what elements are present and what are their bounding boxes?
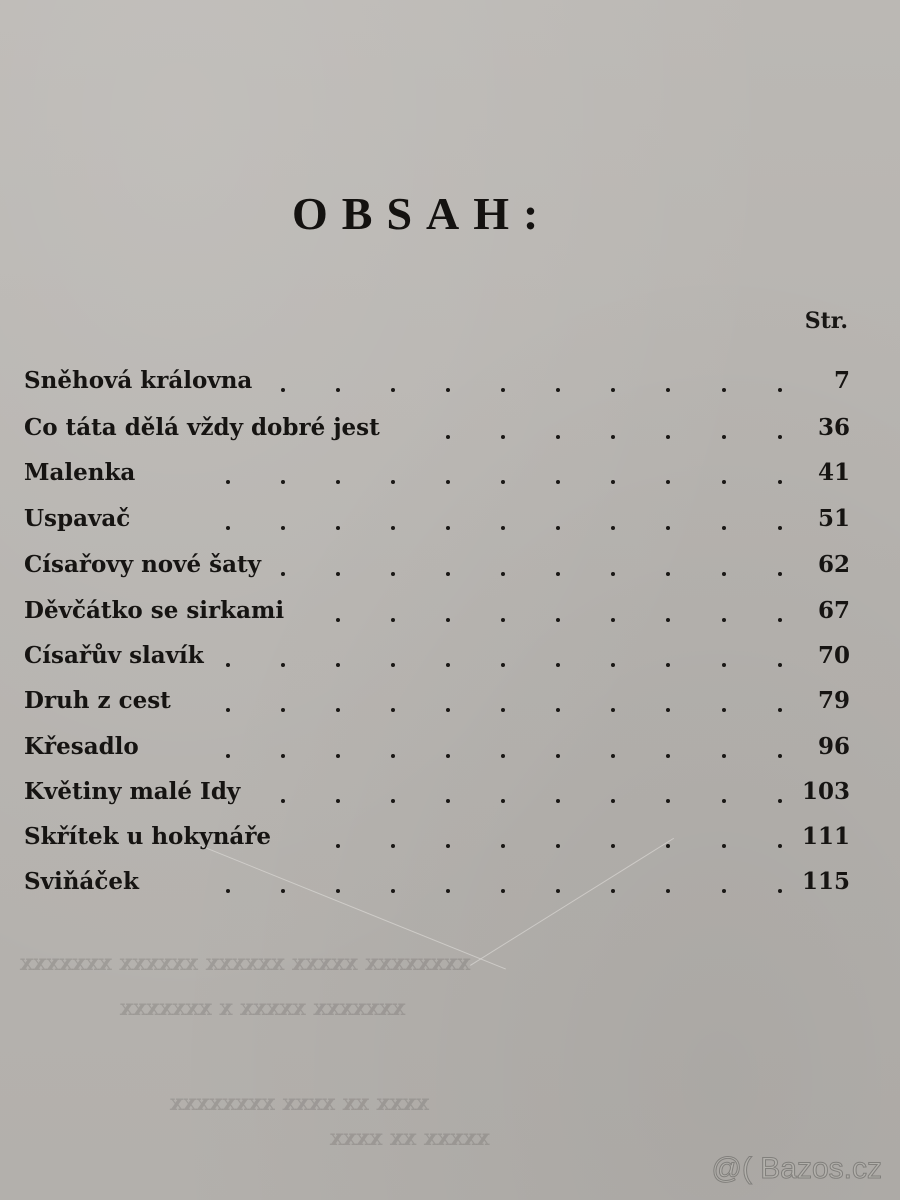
dot-leader bbox=[336, 663, 340, 667]
dot-leader bbox=[556, 889, 560, 893]
dot-leader bbox=[611, 572, 615, 576]
dot-leader bbox=[722, 708, 726, 712]
entry-page-number: 70 bbox=[817, 642, 850, 669]
dot-leader bbox=[611, 663, 615, 667]
entry-title: Císařovy nové šaty bbox=[24, 551, 261, 578]
dot-leader bbox=[666, 388, 670, 392]
dot-leader bbox=[336, 799, 340, 803]
dot-leader bbox=[501, 799, 505, 803]
dot-leader bbox=[336, 754, 340, 758]
dot-leader bbox=[446, 618, 450, 622]
dot-leader bbox=[611, 618, 615, 622]
dot-leader bbox=[336, 388, 340, 392]
dot-leader bbox=[446, 844, 450, 848]
dot-leader bbox=[391, 889, 395, 893]
dot-leader bbox=[501, 754, 505, 758]
dot-leader bbox=[501, 526, 505, 530]
dot-leader bbox=[556, 618, 560, 622]
dot-leader bbox=[778, 799, 782, 803]
dot-leader bbox=[778, 526, 782, 530]
dot-leader bbox=[501, 388, 505, 392]
dot-leader bbox=[611, 708, 615, 712]
dot-leader bbox=[778, 663, 782, 667]
dot-leader bbox=[778, 435, 782, 439]
dot-leader bbox=[778, 480, 782, 484]
dot-leader bbox=[666, 526, 670, 530]
entry-page-number: 111 bbox=[801, 823, 850, 850]
dot-leader bbox=[556, 663, 560, 667]
dot-leader bbox=[446, 480, 450, 484]
dot-leader bbox=[446, 708, 450, 712]
dot-leader bbox=[391, 572, 395, 576]
entry-page-number: 79 bbox=[817, 687, 850, 714]
dot-leader bbox=[611, 889, 615, 893]
bleed-through-text: xxxxx xx xxxx bbox=[330, 1125, 490, 1151]
dot-leader bbox=[778, 708, 782, 712]
dot-leader bbox=[611, 526, 615, 530]
entry-title: Malenka bbox=[24, 459, 136, 486]
dot-leader bbox=[556, 526, 560, 530]
entry-page-number: 51 bbox=[817, 505, 850, 532]
dot-leader bbox=[391, 618, 395, 622]
toc-entry bbox=[24, 458, 850, 488]
dot-leader bbox=[611, 754, 615, 758]
entry-page-number: 36 bbox=[817, 414, 850, 441]
entry-title: Co táta dělá vždy dobré jest bbox=[24, 414, 380, 441]
entry-page-number: 103 bbox=[801, 778, 850, 805]
dot-leader bbox=[391, 708, 395, 712]
dot-leader bbox=[336, 708, 340, 712]
dot-leader bbox=[666, 618, 670, 622]
toc-entry bbox=[24, 777, 850, 807]
dot-leader bbox=[611, 435, 615, 439]
dot-leader bbox=[501, 435, 505, 439]
toc-entry bbox=[24, 822, 850, 852]
dot-leader bbox=[226, 480, 230, 484]
dot-leader bbox=[281, 754, 285, 758]
entry-page-number: 62 bbox=[817, 551, 850, 578]
toc-entry bbox=[24, 366, 850, 396]
dot-leader bbox=[281, 526, 285, 530]
dot-leader bbox=[722, 844, 726, 848]
toc-entry bbox=[24, 596, 850, 626]
dot-leader bbox=[666, 889, 670, 893]
entry-title: Skřítek u hokynáře bbox=[24, 823, 272, 850]
dot-leader bbox=[778, 754, 782, 758]
dot-leader bbox=[778, 572, 782, 576]
dot-leader bbox=[722, 435, 726, 439]
dot-leader bbox=[778, 388, 782, 392]
dot-leader bbox=[501, 572, 505, 576]
dot-leader bbox=[501, 663, 505, 667]
dot-leader bbox=[391, 480, 395, 484]
dot-leader bbox=[722, 889, 726, 893]
dot-leader bbox=[611, 388, 615, 392]
dot-leader bbox=[611, 844, 615, 848]
dot-leader bbox=[778, 844, 782, 848]
dot-leader bbox=[778, 618, 782, 622]
dot-leader bbox=[226, 526, 230, 530]
dot-leader bbox=[722, 618, 726, 622]
dot-leader bbox=[281, 572, 285, 576]
dot-leader bbox=[666, 435, 670, 439]
dot-leader bbox=[666, 572, 670, 576]
dot-leader bbox=[226, 663, 230, 667]
dot-leader bbox=[336, 480, 340, 484]
dot-leader bbox=[611, 480, 615, 484]
dot-leader bbox=[501, 889, 505, 893]
dot-leader bbox=[666, 480, 670, 484]
dot-leader bbox=[391, 754, 395, 758]
dot-leader bbox=[281, 889, 285, 893]
dot-leader bbox=[501, 844, 505, 848]
dot-leader bbox=[446, 754, 450, 758]
dot-leader bbox=[446, 572, 450, 576]
entry-page-number: 96 bbox=[817, 733, 850, 760]
toc-entry bbox=[24, 867, 850, 897]
dot-leader bbox=[336, 572, 340, 576]
entry-title: Děvčátko se sirkami bbox=[24, 597, 285, 624]
entry-title: Císařův slavík bbox=[24, 642, 204, 669]
dot-leader bbox=[226, 708, 230, 712]
bleed-through-text: xxxxxxxx xxxxx xxxxxx xxxxxx xxxxxxx bbox=[20, 950, 471, 976]
entry-title: Křesadlo bbox=[24, 733, 139, 760]
dot-leader bbox=[722, 526, 726, 530]
dot-leader bbox=[722, 663, 726, 667]
toc-entry bbox=[24, 413, 850, 443]
bazos-watermark: @( Bazos.cz bbox=[711, 1152, 882, 1185]
dot-leader bbox=[611, 799, 615, 803]
entry-title: Květiny malé Idy bbox=[24, 778, 241, 805]
dot-leader bbox=[666, 708, 670, 712]
dot-leader bbox=[391, 526, 395, 530]
dot-leader bbox=[391, 663, 395, 667]
entry-title: Uspavač bbox=[24, 505, 131, 532]
entry-page-number: 7 bbox=[833, 367, 850, 394]
toc-entry bbox=[24, 550, 850, 580]
dot-leader bbox=[446, 526, 450, 530]
bleed-through-text: xxxx xx xxxx xxxxxxxx bbox=[170, 1090, 430, 1116]
dot-leader bbox=[281, 708, 285, 712]
toc-entry bbox=[24, 504, 850, 534]
entry-page-number: 115 bbox=[801, 868, 850, 895]
dot-leader bbox=[446, 388, 450, 392]
dot-leader bbox=[722, 480, 726, 484]
dot-leader bbox=[446, 799, 450, 803]
toc-entry bbox=[24, 686, 850, 716]
dot-leader bbox=[336, 889, 340, 893]
dot-leader bbox=[666, 663, 670, 667]
dot-leader bbox=[722, 572, 726, 576]
dot-leader bbox=[556, 572, 560, 576]
bleed-through-text: xxxxxxx xxxxx x xxxxxxx bbox=[120, 995, 406, 1021]
page-column-header: Str. bbox=[804, 308, 848, 334]
dot-leader bbox=[446, 889, 450, 893]
dot-leader bbox=[556, 388, 560, 392]
dot-leader bbox=[501, 618, 505, 622]
dot-leader bbox=[666, 799, 670, 803]
dot-leader bbox=[722, 754, 726, 758]
dot-leader bbox=[281, 663, 285, 667]
dot-leader bbox=[666, 844, 670, 848]
dot-leader bbox=[446, 435, 450, 439]
dot-leader bbox=[336, 526, 340, 530]
entry-title: Sviňáček bbox=[24, 868, 139, 895]
dot-leader bbox=[556, 435, 560, 439]
dot-leader bbox=[556, 480, 560, 484]
dot-leader bbox=[722, 799, 726, 803]
dot-leader bbox=[281, 388, 285, 392]
entry-title: Sněhová královna bbox=[24, 367, 253, 394]
entry-page-number: 41 bbox=[817, 459, 850, 486]
dot-leader bbox=[446, 663, 450, 667]
dot-leader bbox=[556, 708, 560, 712]
dot-leader bbox=[556, 799, 560, 803]
dot-leader bbox=[226, 754, 230, 758]
dot-leader bbox=[281, 799, 285, 803]
dot-leader bbox=[226, 889, 230, 893]
entry-title: Druh z cest bbox=[24, 687, 171, 714]
entry-page-number: 67 bbox=[817, 597, 850, 624]
dot-leader bbox=[336, 844, 340, 848]
dot-leader bbox=[501, 708, 505, 712]
dot-leader bbox=[666, 754, 670, 758]
dot-leader bbox=[556, 844, 560, 848]
dot-leader bbox=[778, 889, 782, 893]
page-title: OBSAH: bbox=[292, 187, 553, 239]
dot-leader bbox=[722, 388, 726, 392]
dot-leader bbox=[391, 388, 395, 392]
dot-leader bbox=[281, 480, 285, 484]
dot-leader bbox=[336, 618, 340, 622]
dot-leader bbox=[391, 844, 395, 848]
toc-entry bbox=[24, 732, 850, 762]
dot-leader bbox=[556, 754, 560, 758]
toc-entry bbox=[24, 641, 850, 671]
dot-leader bbox=[501, 480, 505, 484]
dot-leader bbox=[391, 799, 395, 803]
